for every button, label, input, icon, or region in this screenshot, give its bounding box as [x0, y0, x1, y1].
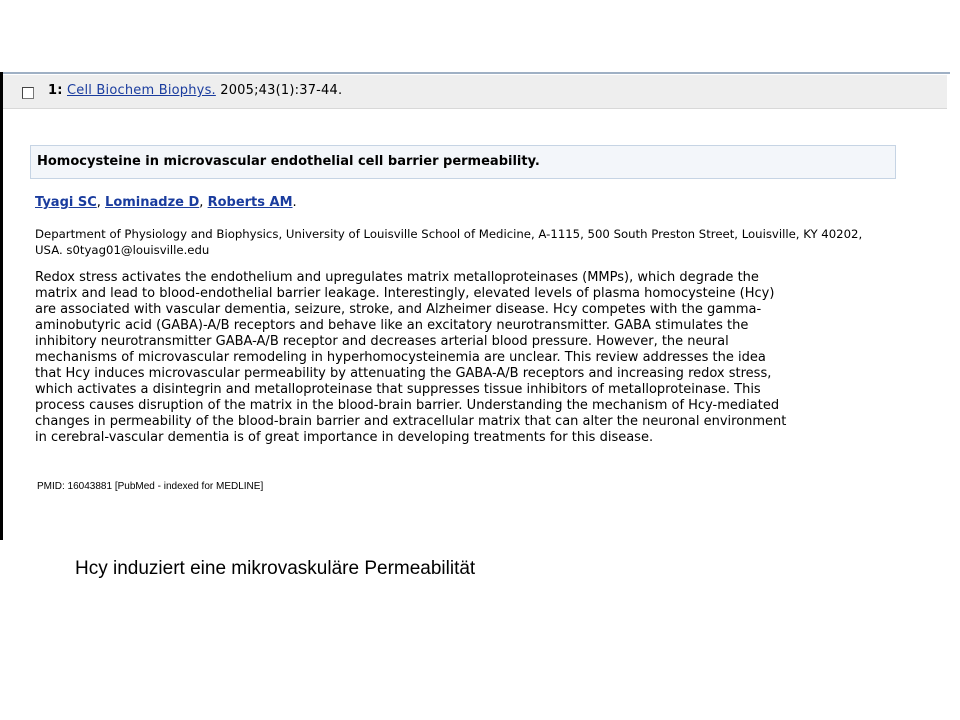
top-divider [3, 72, 950, 74]
abstract-line: mechanisms of microvascular remodeling in hyperhomocysteinemia are unclear. This review addresses the idea [35, 350, 766, 365]
abstract-line: inhibitory neurotransmitter GABA-A/B receptor and decreases arterial blood pressure. However, the neural [35, 334, 729, 349]
abstract-line: process causes disruption of the matrix in the blood-brain barrier. Understanding the mechanism of Hcy-mediated [35, 398, 780, 413]
abstract-line: in cerebral-vascular dementia is of great importance in developing treatments for this disease. [35, 430, 654, 445]
journal-link[interactable]: Cell Biochem Biophys. [67, 83, 216, 98]
article-title-box [30, 145, 896, 179]
abstract-line: which activates a disintegrin and metalloproteinase that suppresses tissue inhibitors of metalloproteinase. This [35, 382, 761, 397]
result-number: 1: [48, 83, 63, 98]
abstract-line: that Hcy induces microvascular permeability by attenuating the GABA-A/B receptors and increasing redox stress, [35, 366, 772, 381]
article-title: Homocysteine in microvascular endothelial cell barrier permeability. [37, 154, 540, 169]
slide-caption: Hcy induziert eine mikrovaskuläre Permeabilität [75, 558, 476, 579]
author-link[interactable]: Roberts AM [207, 195, 293, 210]
pubmed-screenshot [0, 72, 950, 540]
author-link[interactable]: Tyagi SC [35, 195, 97, 210]
abstract-line: matrix and lead to blood-endothelial barrier leakage. Interestingly, elevated levels of plasma homocysteine (Hcy) [35, 286, 775, 301]
author-list-end: . [292, 195, 297, 210]
result-select-checkbox[interactable] [22, 87, 34, 99]
left-border [0, 72, 3, 540]
abstract-text [35, 270, 905, 446]
abstract-line: changes in permeability of the blood-brain barrier and extracellular matrix that can alter the neuronal environment [35, 414, 787, 429]
pmid-line: PMID: 16043881 [PubMed - indexed for MEDLINE] [37, 481, 264, 492]
result-citation-line [48, 83, 342, 98]
author-list [35, 195, 297, 210]
author-link[interactable]: Lominadze D [105, 195, 200, 210]
author-affiliation: Department of Physiology and Biophysics, University of Louisville School of Medicine, A-1115, 500 South Preston Street, Louisville, KY 40202, USA. s0tyag01@louisville.edu [35, 227, 863, 257]
author-separator: , [96, 195, 101, 210]
citation-details: 2005;43(1):37-44. [220, 83, 343, 98]
abstract-line: aminobutyric acid (GABA)-A/B receptors and behave like an excitatory neurotransmitter. GABA stimulates the [35, 318, 749, 333]
abstract-line: Redox stress activates the endothelium and upregulates matrix metalloproteinases (MMPs), which degrade the [35, 270, 759, 285]
result-header-bar [3, 75, 947, 109]
author-separator: , [199, 195, 204, 210]
abstract-line: are associated with vascular dementia, seizure, stroke, and Alzheimer disease. Hcy competes with the gamma- [35, 302, 762, 317]
